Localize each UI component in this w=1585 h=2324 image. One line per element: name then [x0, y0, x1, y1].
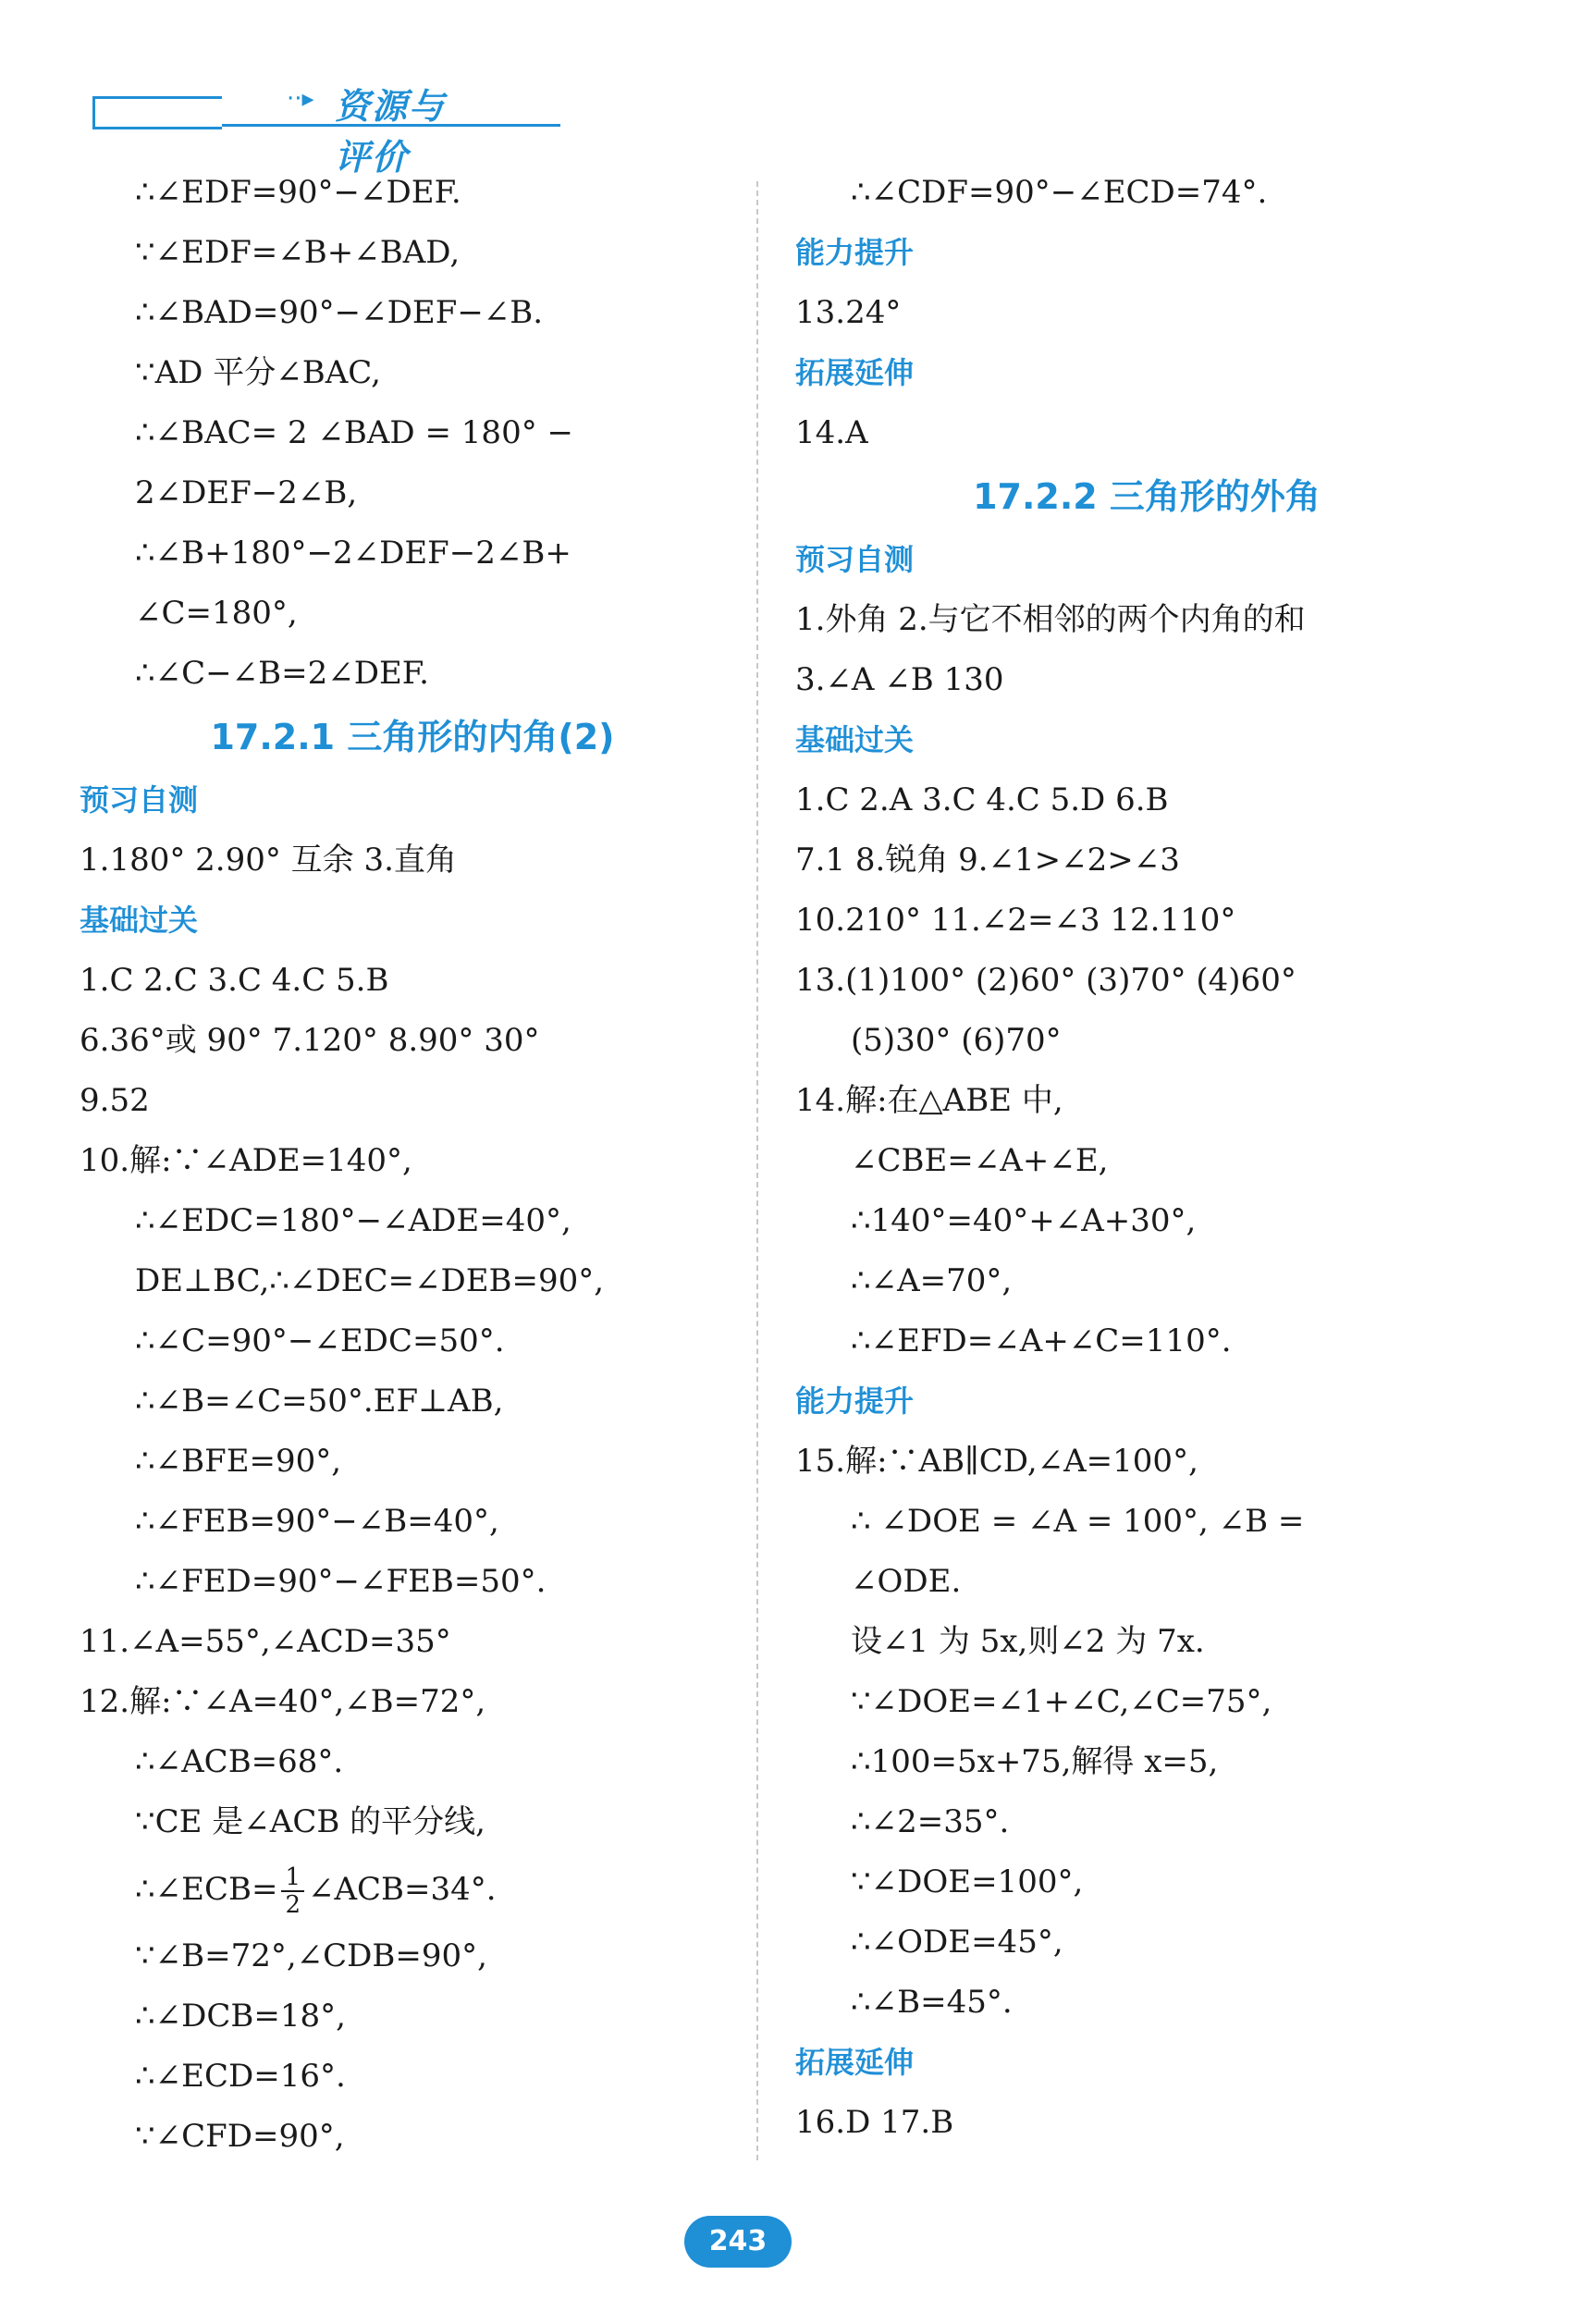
text-line: ∴∠ECD=16°.: [135, 2058, 346, 2095]
section-heading: 能力提升: [795, 1383, 915, 1419]
text-line: ∴∠BFE=90°,: [135, 1443, 342, 1480]
text-line: 1.C 2.C 3.C 4.C 5.B: [80, 962, 389, 999]
text-line: ∴∠EFD=∠A+∠C=110°.: [851, 1322, 1232, 1359]
column-divider: [756, 181, 758, 2160]
text-line: ∴∠FEB=90°−∠B=40°,: [135, 1503, 499, 1540]
text-line: ∴∠A=70°,: [851, 1262, 1013, 1299]
text-line: ∵∠CFD=90°,: [135, 2118, 345, 2155]
section-heading: 拓展延伸: [795, 355, 915, 390]
text-line: 7.1 8.锐角 9.∠1>∠2>∠3: [795, 842, 1180, 879]
fraction-numerator: 1: [281, 1864, 304, 1892]
text-line: 设∠1 为 5x,则∠2 为 7x.: [851, 1623, 1205, 1660]
text-line: 14.解:在△ABE 中,: [795, 1082, 1063, 1119]
text-line: ∠ODE.: [851, 1563, 962, 1600]
text-line: 13.(1)100° (2)60° (3)70° (4)60°: [795, 962, 1296, 999]
text-line: ∴∠BAD=90°−∠DEF−∠B.: [135, 294, 544, 331]
text-line: ∠CBE=∠A+∠E,: [851, 1142, 1109, 1179]
fraction: [281, 1864, 304, 1918]
text-line: 13.24°: [795, 294, 902, 331]
text-line: ∴100=5x+75,解得 x=5,: [851, 1743, 1219, 1780]
section-heading: 基础过关: [795, 722, 915, 757]
text-line: ∵∠EDF=∠B+∠BAD,: [135, 234, 461, 271]
fraction-line: [80, 1852, 745, 1926]
text-line: 12.解:∵∠A=40°,∠B=72°,: [80, 1683, 486, 1720]
text-line: 15.解:∵AB∥CD,∠A=100°,: [795, 1443, 1198, 1480]
text-line: 1.外角 2.与它不相邻的两个内角的和: [795, 601, 1306, 638]
text-line: 1.180° 2.90° 互余 3.直角: [80, 842, 457, 879]
text-line: 10.解:∵∠ADE=140°,: [80, 1142, 412, 1179]
page-number-badge: 243: [684, 2216, 792, 2268]
text-line: ∴∠EDF=90°−∠DEF.: [135, 174, 461, 211]
text-line: ∴∠B=∠C=50°.EF⊥AB,: [135, 1383, 504, 1420]
left-column: [80, 163, 745, 2167]
fraction-denominator: 2: [285, 1891, 301, 1919]
section-heading: 能力提升: [795, 235, 915, 270]
text-line: ∵∠DOE=∠1+∠C,∠C=75°,: [851, 1683, 1272, 1720]
text-line: ∵∠B=72°,∠CDB=90°,: [135, 1937, 487, 1974]
fraction-prefix: ∴∠ECB=: [135, 1871, 278, 1908]
text-line: 3.∠A ∠B 130: [795, 661, 1004, 698]
text-line: 6.36°或 90° 7.120° 8.90° 30°: [80, 1022, 540, 1059]
text-line: 14.A: [795, 414, 868, 451]
text-line: ∴∠ACB=68°.: [135, 1743, 344, 1780]
chapter-title: 17.2.1 三角形的内角(2): [210, 717, 615, 757]
text-line: ∴∠B+180°−2∠DEF−2∠B+: [135, 535, 571, 572]
arrow-right-icon: ··▸: [287, 85, 314, 113]
text-line: DE⊥BC,∴∠DEC=∠DEB=90°,: [135, 1262, 605, 1299]
text-line: ∴∠BAC= 2 ∠BAD = 180° −: [135, 414, 573, 451]
text-line: ∴∠C−∠B=2∠DEF.: [135, 655, 429, 692]
text-line: ∴140°=40°+∠A+30°,: [851, 1202, 1197, 1239]
text-line: ∴∠FED=90°−∠FEB=50°.: [135, 1563, 547, 1600]
header-banner: [89, 74, 477, 178]
text-line: ∴∠ODE=45°,: [851, 1924, 1063, 1961]
text-line: 2∠DEF−2∠B,: [135, 474, 358, 511]
text-line: 10.210° 11.∠2=∠3 12.110°: [795, 902, 1236, 939]
header-title: 资源与评价: [335, 86, 447, 178]
text-line: ∴∠CDF=90°−∠ECD=74°.: [851, 174, 1268, 211]
section-heading: 基础过关: [80, 903, 199, 938]
section-heading: 预习自测: [80, 782, 199, 818]
text-line: (5)30° (6)70°: [851, 1022, 1062, 1059]
text-line: 1.C 2.A 3.C 4.C 5.D 6.B: [795, 781, 1169, 818]
text-line: 11.∠A=55°,∠ACD=35°: [80, 1623, 451, 1660]
text-line: ∴∠C=90°−∠EDC=50°.: [135, 1322, 505, 1359]
chapter-title: 17.2.2 三角形的外角: [973, 476, 1321, 517]
text-line: 16.D 17.B: [795, 2104, 954, 2141]
fraction-suffix: ∠ACB=34°.: [307, 1871, 497, 1908]
section-heading: 预习自测: [795, 542, 915, 577]
header-frame: [92, 96, 222, 129]
text-line: 9.52: [80, 1082, 150, 1119]
text-line: ∴∠EDC=180°−∠ADE=40°,: [135, 1202, 571, 1239]
text-line: ∠C=180°,: [135, 595, 298, 632]
right-column: [795, 163, 1498, 2153]
text-line: ∵AD 平分∠BAC,: [135, 354, 381, 391]
text-line: ∴∠DCB=18°,: [135, 1998, 346, 2035]
text-line: ∴∠2=35°.: [851, 1803, 1010, 1840]
text-line: ∵∠DOE=100°,: [851, 1863, 1084, 1900]
text-line: ∴∠B=45°.: [851, 1984, 1013, 2021]
text-line: ∵CE 是∠ACB 的平分线,: [135, 1803, 485, 1840]
section-heading: 拓展延伸: [795, 2045, 915, 2080]
text-line: ∴ ∠DOE = ∠A = 100°, ∠B =: [851, 1503, 1305, 1540]
